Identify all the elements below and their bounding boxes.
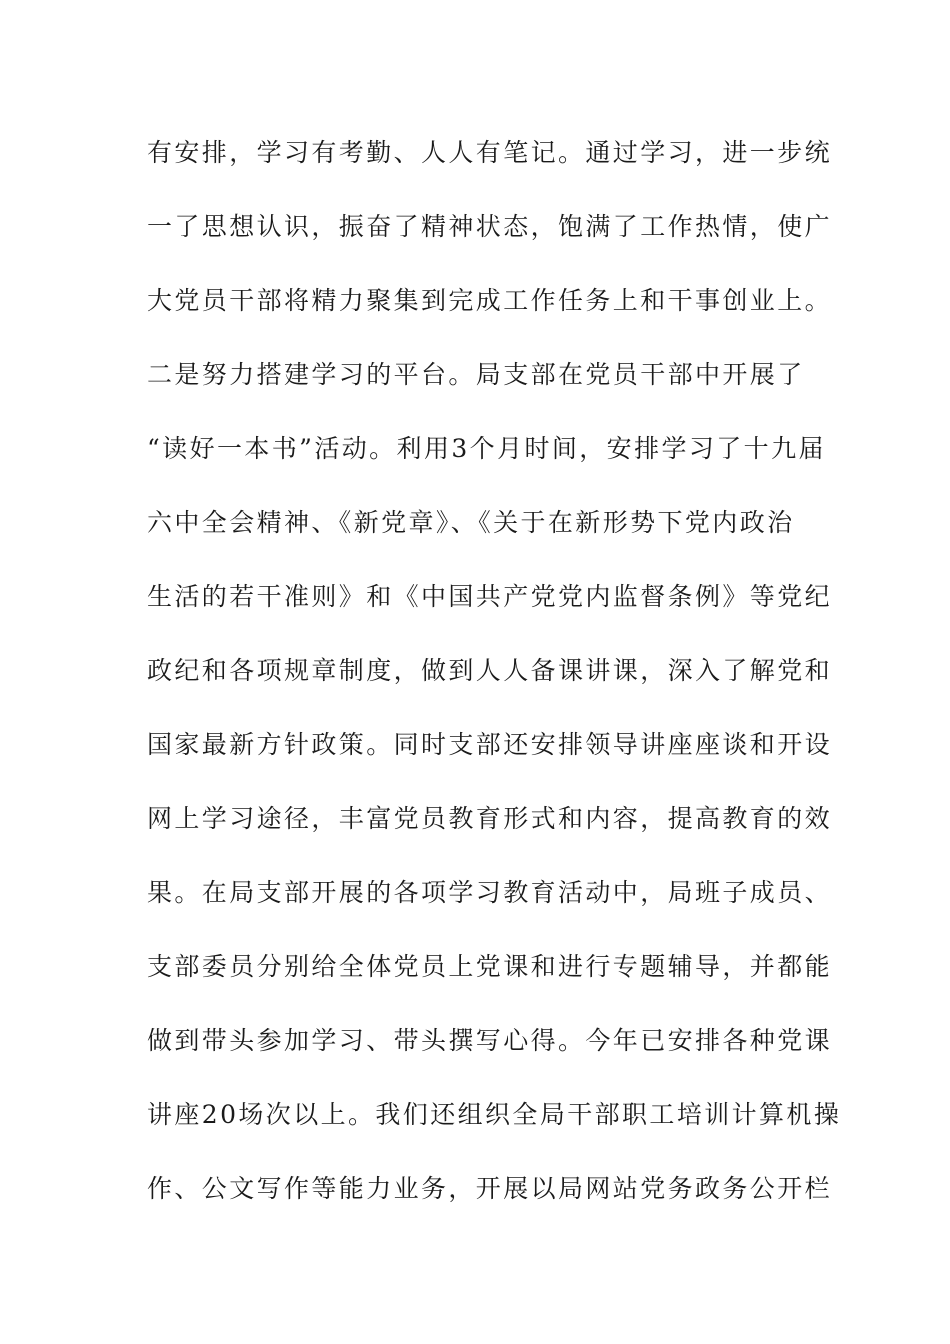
text-line-10: 网上学习途径，丰富党员教育形式和内容，提高教育的效 [147, 804, 833, 833]
text-line-6: 六中全会精神、《新党章》、《关于在新形势下党内政治 [147, 508, 795, 537]
text-line-11: 果。在局支部开展的各项学习教育活动中，局班子成员、 [147, 878, 833, 907]
text-line-7: 生活的若干准则》和《中国共产党党内监督条例》等党纪 [147, 582, 833, 611]
text-line-4: 二是努力搭建学习的平台。局支部在党员干部中开展了 [147, 360, 805, 389]
text-line-13: 做到带头参加学习、带头撰写心得。今年已安排各种党课 [147, 1026, 833, 1055]
text-line-3: 大党员干部将精力聚集到完成工作任务上和干事创业上。 [147, 286, 833, 315]
text-line-5: “读好一本书”活动。利用3个月时间，安排学习了十九届 [147, 434, 826, 463]
body-text [147, 126, 842, 1236]
text-line-8: 政纪和各项规章制度，做到人人备课讲课，深入了解党和 [147, 656, 833, 685]
text-line-14: 讲座20场次以上。我们还组织全局干部职工培训计算机操 [147, 1100, 842, 1129]
text-line-1: 有安排，学习有考勤、人人有笔记。通过学习，进一步统 [147, 138, 833, 167]
text-line-2: 一了思想认识，振奋了精神状态，饱满了工作热情，使广 [147, 212, 833, 241]
text-line-15: 作、公文写作等能力业务，开展以局网站党务政务公开栏 [147, 1174, 833, 1203]
text-line-12: 支部委员分别给全体党员上党课和进行专题辅导，并都能 [147, 952, 833, 981]
text-line-9: 国家最新方针政策。同时支部还安排领导讲座座谈和开设 [147, 730, 833, 759]
